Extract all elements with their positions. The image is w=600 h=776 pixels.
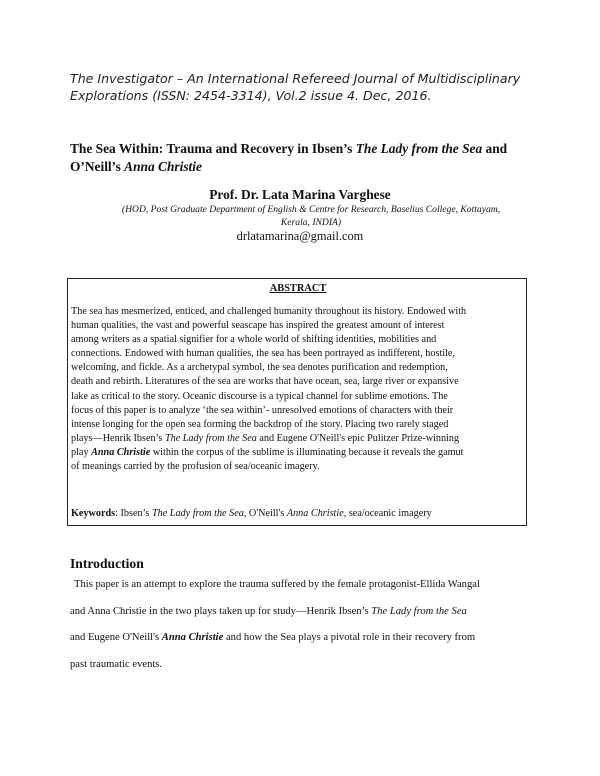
author-name: Prof. Dr. Lata Marina Varghese [209,187,391,202]
title-text-2: and O’Neill’s [70,141,508,174]
journal-header-line-1: The Investigator – An International Refereed Journal of Multidisciplinary [70,71,521,86]
abstract-play-title: The Lady from the Sea [164,432,257,444]
introduction-heading: Introduction [70,556,144,571]
abstract-line: connections. Endowed with human qualities, the sea has been portrayed as indifferent, hostile, [71,348,456,360]
keywords-play-2: Anna Christie, [286,508,347,519]
intro-text-run: and how the Sea plays a pivotal role in their recovery from [223,632,476,644]
paper-title [70,140,540,176]
abstract-line: of meanings carried by the profusion of sea/oceanic imagery. [71,461,320,473]
abstract-text-run: play [71,446,92,458]
intro-line: past traumatic events. [70,658,163,670]
keywords-text: sea/oceanic imagery [346,508,432,519]
abstract-line: The sea has mesmerized, enticed, and challenged humanity throughout its history. Endowed with [71,306,467,317]
intro-line [70,599,540,626]
introduction-text [70,572,540,678]
abstract-text-run: within the corpus of the sublime is illuminating because it reveals the gamut [150,446,464,458]
intro-line: This paper is an attempt to explore the trauma suffered by the female protagonist-Ellida Wangal [74,579,480,590]
abstract-line: intense longing for the open sea forming the backdrop of the story. Placing two rarely staged [71,418,449,430]
abstract-line [71,432,523,446]
abstract-text [71,305,523,474]
abstract-text-run: and Eugene O'Neill's epic Pulitzer Prize-winning [256,432,460,444]
abstract-line: welcoming, and fickle. As a archetypal symbol, the sea denotes purification and redemption, [71,362,448,374]
keywords-label: Keywords [71,508,116,519]
journal-header [70,70,540,104]
abstract-line: human qualities, the vast and powerful seascape has inspired the greatest amount of interest [71,320,445,332]
keywords-text: : Ibsen’s [115,508,152,519]
abstract-line [71,446,523,460]
title-play-1: The Lady from the Sea [355,141,483,156]
affiliation-line-1: (HOD, Post Graduate Department of English & Centre for Research, Baselius College, Kottayam, [121,204,501,215]
intro-text-run: and Anna Christie in the two plays taken up for study—Henrik Ibsen’s [70,605,372,617]
abstract-box [67,278,527,526]
title-play-2: Anna Christie [124,159,202,174]
journal-header-line-2: Explorations (ISSN: 2454-3314), Vol.2 issue 4. Dec, 2016. [70,88,432,103]
author-email: drlatamarina@gmail.com [236,229,364,243]
abstract-text-run: plays—Henrik Ibsen’s [71,432,165,444]
abstract-line: lake as critical to the story. Oceanic discourse is a typical channel for sublime emotions. The [71,390,448,402]
intro-play-title: Anna Christie [161,632,224,644]
abstract-line: death and rebirth. Literatures of the sea are works that have ocean, sea, large river or expansive [71,376,459,388]
intro-text-run: and Eugene O'Neill's [70,632,162,644]
abstract-line: focus of this paper is to analyze ‘the sea within’- unresolved emotions of characters with their [71,404,454,416]
affiliation-line-2: Kerala, INDIA) [280,216,342,228]
title-text-1: The Sea Within: Trauma and Recovery in Ibsen’s [70,141,356,156]
abstract-play-title: Anna Christie [91,446,151,458]
intro-play-title: The Lady from the Sea [371,605,467,617]
keywords-text: O'Neill's [246,508,287,519]
keywords-play-1: The Lady from the Sea, [151,508,247,519]
author-affiliation [120,204,502,229]
intro-line [70,625,540,652]
abstract-line: among writers as a spatial signifier for a whole world of shifting identities, mobilities and [71,334,437,346]
keywords [71,507,523,521]
abstract-heading: ABSTRACT [269,283,327,294]
